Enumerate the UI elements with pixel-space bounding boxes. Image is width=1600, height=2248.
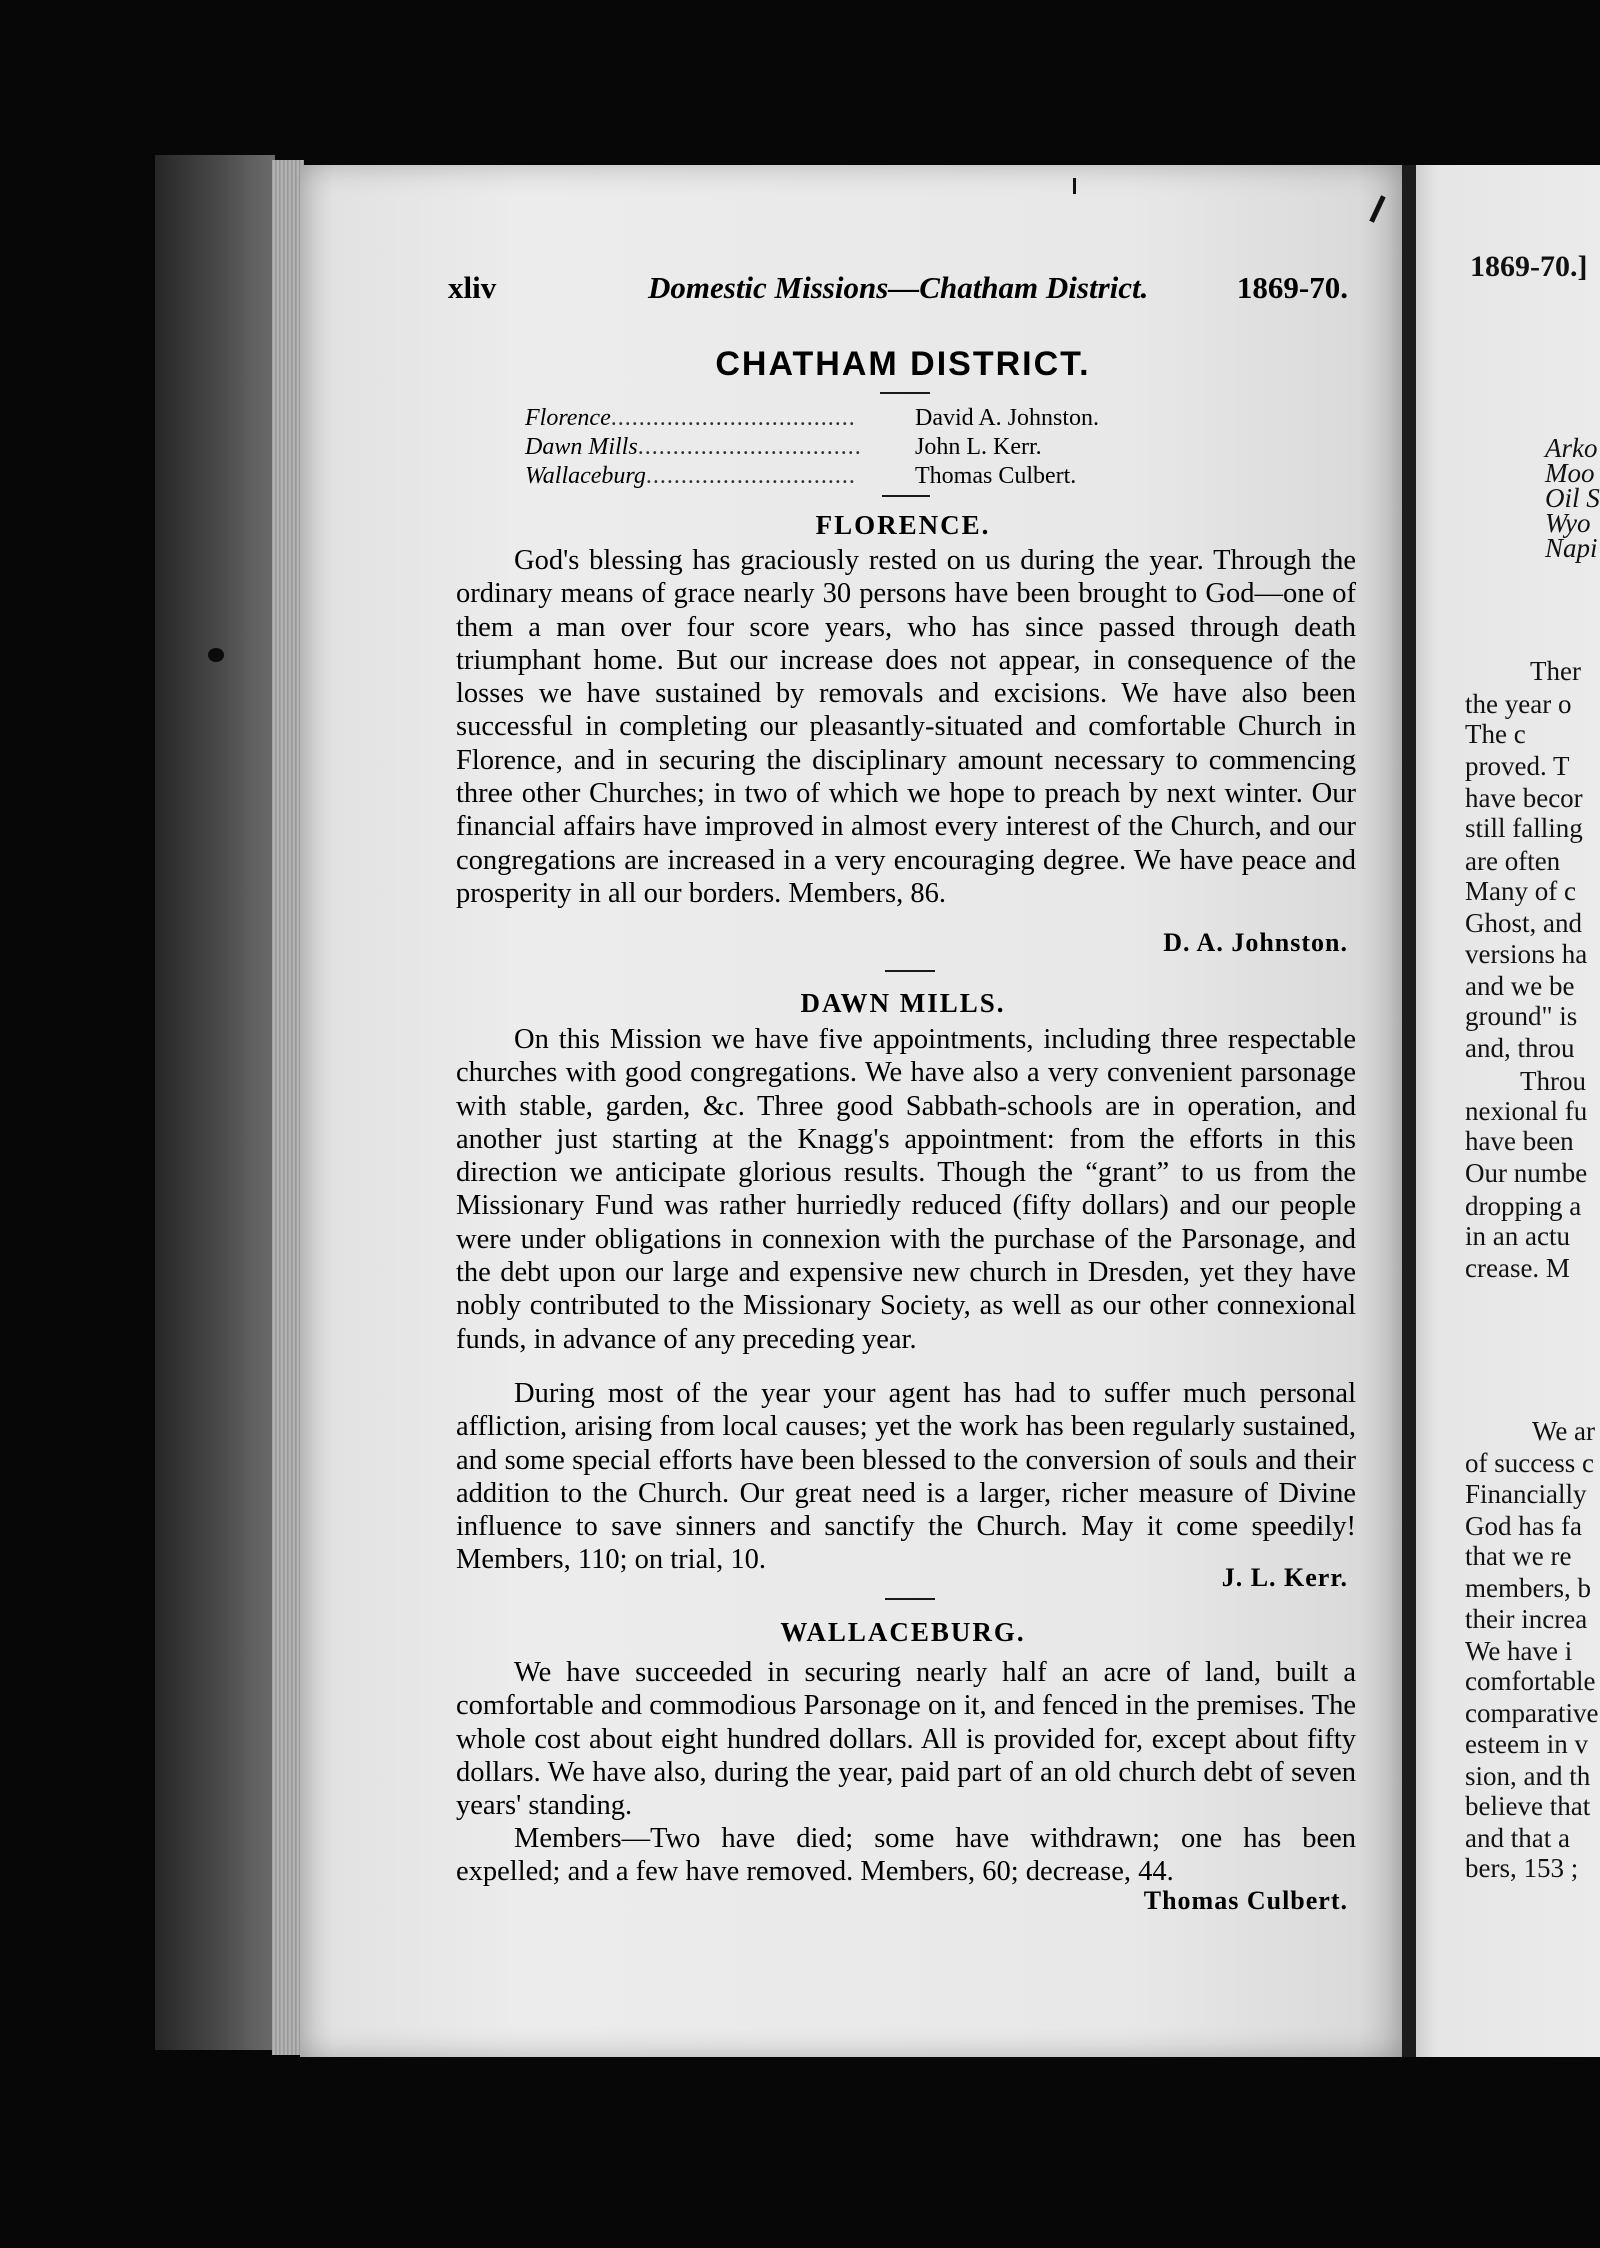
leader-dots: ................................ bbox=[637, 434, 862, 460]
right-page-text-line: members, b bbox=[1465, 1573, 1591, 1603]
right-page-text-line: comfortable bbox=[1465, 1666, 1596, 1696]
right-station-fragment: Napi bbox=[1545, 533, 1598, 563]
right-page-text-line: Many of c bbox=[1465, 876, 1576, 906]
right-page-text-line: God has fa bbox=[1465, 1511, 1582, 1541]
section-title-florence: FLORENCE. bbox=[815, 510, 991, 540]
right-page-text-line: The c bbox=[1465, 719, 1526, 749]
right-station-fragment: Oil S bbox=[1545, 483, 1600, 513]
right-page-text-line: have been bbox=[1465, 1126, 1574, 1156]
right-station-fragment: Arko bbox=[1545, 433, 1598, 463]
florence-paragraph: God's blessing has graciously rested on us during the year. Through the ordinary means of grace nearly 30 persons have been brought to God—one of them a man over four score years, who has since passed through death triumphant home. But our increase does not appear, in consequence of the losses we have sustained by removals and excisions. We have also been successful in completing our pleasantly-situated and comfortable Church in Florence, and in securing the disciplinary amount necessary to commencing three other Churches; in two of which we hope to preach by next winter. Our financial affairs have improved in almost every interest of the Church, and our congregations are increased in a very encouraging degree. We have peace and prosperity in all our borders. Members, 86. bbox=[456, 545, 1356, 909]
page-number: xliv bbox=[448, 270, 497, 305]
station-minister: John L. Kerr. bbox=[915, 434, 1042, 460]
right-page-text-line: Ghost, and bbox=[1465, 908, 1582, 938]
stations-list bbox=[525, 405, 1265, 492]
right-page-text-line: sion, and th bbox=[1465, 1761, 1591, 1791]
running-title: Domestic Missions—Chatham District. bbox=[648, 270, 1149, 305]
right-page-text-line: versions ha bbox=[1465, 939, 1588, 969]
district-heading: CHATHAM DISTRICT. bbox=[715, 345, 1091, 383]
right-page-text-line: that we re bbox=[1465, 1541, 1572, 1571]
right-page-text-line: and, throu bbox=[1465, 1033, 1575, 1063]
running-head bbox=[448, 270, 1348, 310]
right-page-text-line: We ar bbox=[1532, 1416, 1596, 1446]
right-page-text-line: proved. T bbox=[1465, 751, 1570, 781]
right-page-text-line: have becor bbox=[1465, 783, 1583, 813]
running-year: 1869-70. bbox=[1236, 270, 1348, 305]
right-page-text-line: still falling bbox=[1465, 813, 1583, 843]
right-page-text-line: ground" is bbox=[1465, 1001, 1578, 1031]
spine-mark bbox=[208, 648, 224, 662]
right-page-text-line: Our numbe bbox=[1465, 1158, 1588, 1188]
station-name: Dawn Mills bbox=[525, 434, 638, 460]
right-page-text-line: crease. M bbox=[1465, 1253, 1570, 1283]
station-minister: David A. Johnston. bbox=[915, 405, 1100, 431]
section-rule bbox=[885, 1598, 935, 1600]
leader-dots: .............................. bbox=[645, 463, 856, 489]
station-row bbox=[525, 405, 1265, 433]
heading-rule bbox=[880, 392, 930, 394]
station-name: Wallaceburg bbox=[525, 463, 646, 489]
right-page-text-line: bers, 153 ; bbox=[1465, 1853, 1579, 1883]
right-page-text-line: We have i bbox=[1465, 1636, 1573, 1666]
station-row bbox=[525, 463, 1265, 491]
right-page-text-line: are often bbox=[1465, 846, 1561, 876]
right-page-text-line: and we be bbox=[1465, 971, 1575, 1001]
right-page-text-line: Financially bbox=[1465, 1479, 1587, 1509]
right-page-text-line: Throu bbox=[1520, 1066, 1586, 1096]
right-page-text-line: and that a bbox=[1465, 1823, 1570, 1853]
right-page-text-line: Ther bbox=[1530, 656, 1581, 686]
right-station-fragment: Moo bbox=[1545, 458, 1595, 488]
page-gutter bbox=[1402, 165, 1416, 2057]
right-page-text-line: esteem in v bbox=[1465, 1729, 1588, 1759]
signature-johnston: D. A. Johnston. bbox=[1163, 928, 1348, 957]
right-page-text-line: comparative bbox=[1465, 1698, 1599, 1728]
right-page-text-line: dropping a bbox=[1465, 1191, 1582, 1221]
signature-culbert: Thomas Culbert. bbox=[1143, 1886, 1348, 1915]
signature-kerr: J. L. Kerr. bbox=[1221, 1563, 1348, 1592]
section-rule bbox=[882, 495, 930, 497]
station-row bbox=[525, 434, 1265, 462]
right-page-text-line: in an actu bbox=[1465, 1221, 1570, 1251]
dawn-mills-paragraph-1: On this Mission we have five appointments, including three respectable churches with good congregations. We have also a very convenient parsonage with stable, garden, &c. Three good Sabbath-schools are in operation, and another just starting at the Knagg's appointment: from the efforts in this direction we anticipate glorious results. Though the “grant” to us from the Missionary Fund was rather hurriedly reduced (fifty dollars) and our people were under obligations in connexion with the purchase of the Parsonage, and the debt upon our large and expensive new church in Dresden, yet they have nobly contributed to the Missionary Society, as well as our other connexional funds, in advance of any preceding year. bbox=[456, 1024, 1356, 1355]
station-minister: Thomas Culbert. bbox=[915, 463, 1077, 489]
leader-dots: ................................... bbox=[610, 405, 856, 431]
station-name: Florence bbox=[525, 405, 611, 431]
book-cover-edge bbox=[155, 155, 275, 2050]
section-title-dawn-mills: DAWN MILLS. bbox=[800, 988, 1006, 1018]
wallaceburg-paragraph-2: Members—Two have died; some have withdrawn; one has been expelled; and a few have removed. Members, 60; decrease, 44. bbox=[456, 1823, 1356, 1888]
right-page-text-line: their increa bbox=[1465, 1604, 1588, 1634]
section-rule bbox=[885, 970, 935, 972]
right-page-running-year: 1869-70.] bbox=[1470, 250, 1588, 283]
right-station-fragment: Wyo bbox=[1545, 508, 1591, 538]
right-page-text-line: of success c bbox=[1465, 1448, 1594, 1478]
section-title-wallaceburg: WALLACEBURG. bbox=[780, 1617, 1026, 1647]
wallaceburg-paragraph-1: We have succeeded in securing nearly half an acre of land, built a comfortable and commodious Parsonage on it, and fenced in the premises. The whole cost about eight hundred dollars. All is provided for, except about fifty dollars. We have also, during the year, paid part of an old church debt of seven years' standing. bbox=[456, 1657, 1356, 1822]
right-page-text-line: the year o bbox=[1465, 689, 1572, 719]
dawn-mills-paragraph-2: During most of the year your agent has had to suffer much personal affliction, arising from local causes; yet the work has been regularly sustained, and some special efforts have been blessed to the conversion of souls and their addition to the Church. Our great need is a larger, richer measure of Divine influence to save sinners and sanctify the Church. May it come speedily! Members, 110; on trial, 10. bbox=[456, 1378, 1356, 1576]
speck-mark bbox=[1073, 178, 1076, 194]
right-page-text-line: nexional fu bbox=[1465, 1096, 1588, 1126]
right-page-text-line: believe that bbox=[1465, 1791, 1591, 1821]
